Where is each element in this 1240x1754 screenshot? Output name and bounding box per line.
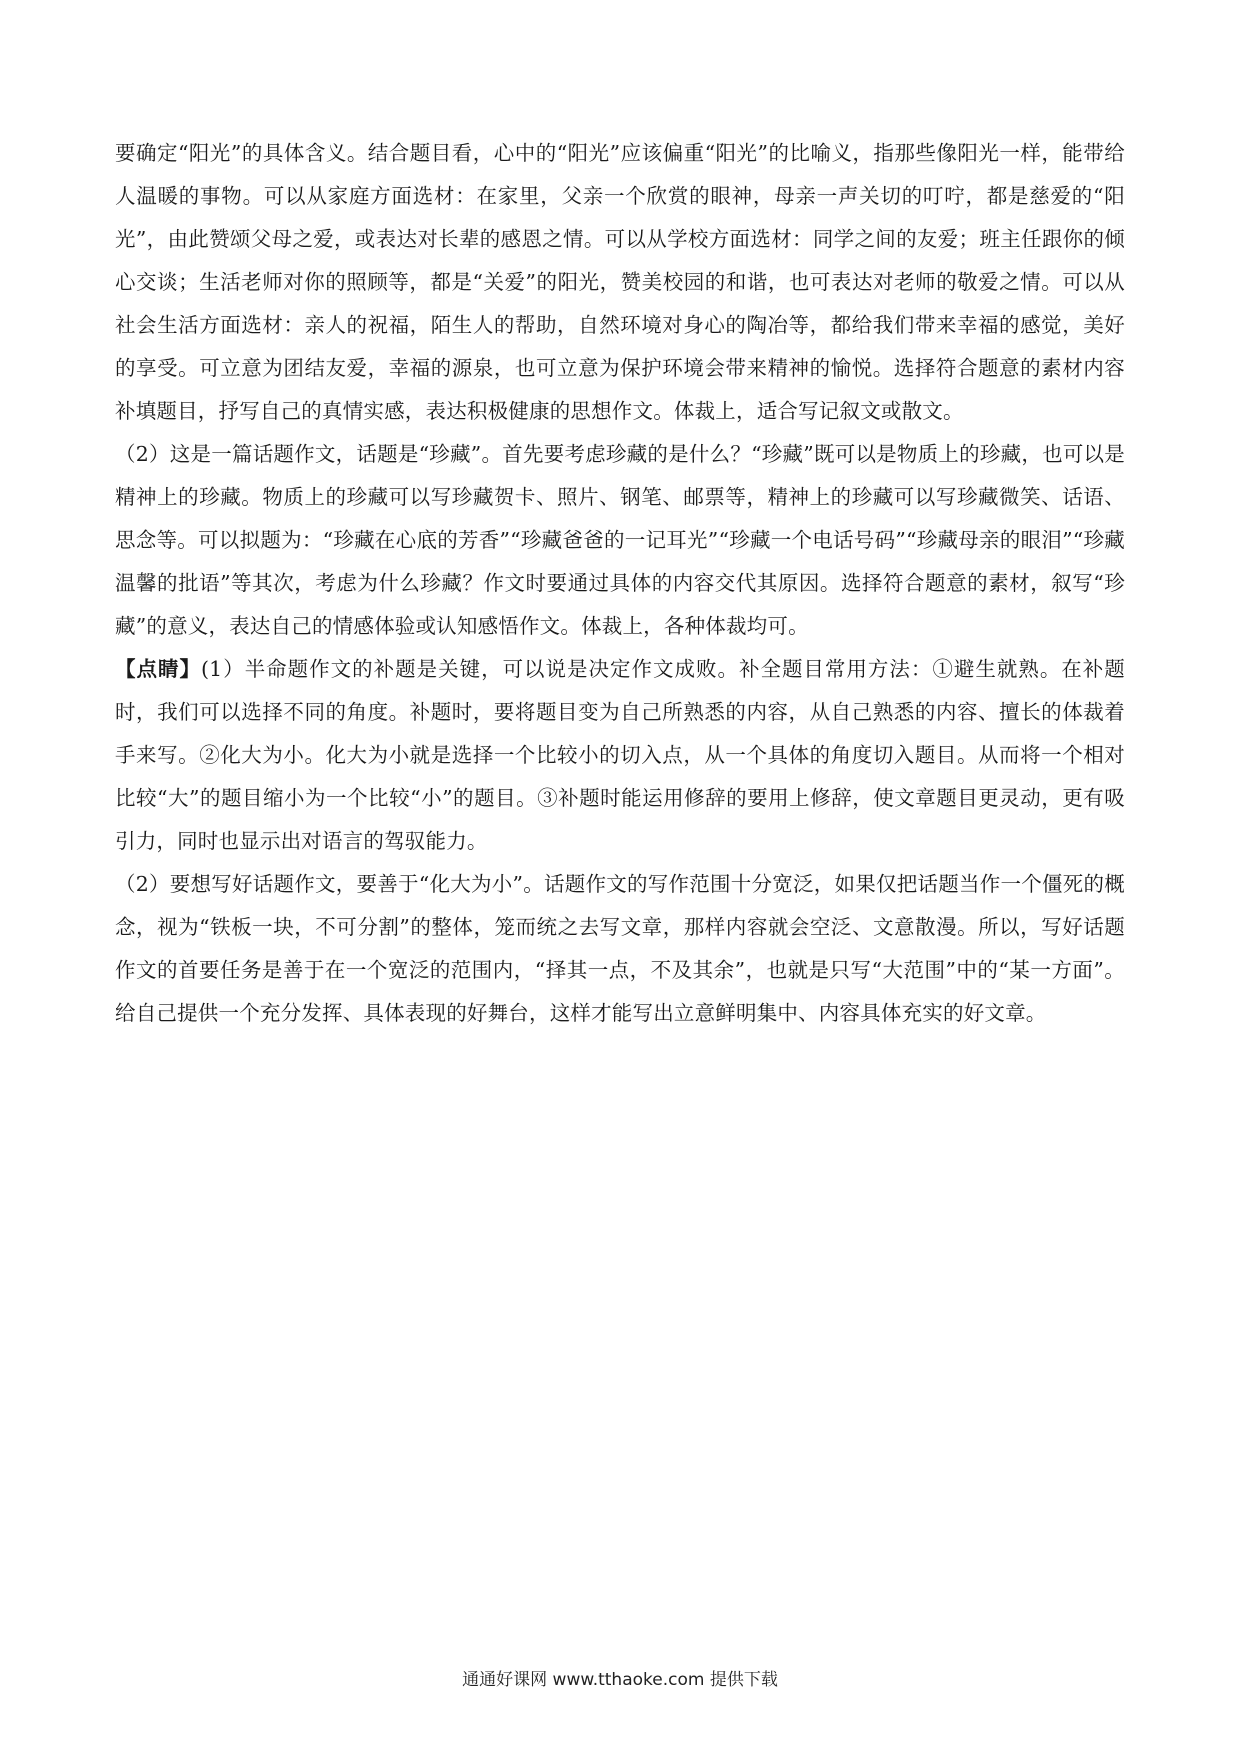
document-body <box>115 132 1125 1035</box>
paragraph-sunshine-analysis: 要确定“阳光”的具体含义。结合题目看，心中的“阳光”应该偏重“阳光”的比喻义，指那些像阳光一样，能带给人温暖的事物。可以从家庭方面选材：在家里，父亲一个欣赏的眼神，母亲一声关切的叮咛，都是慈爱的“阳光”，由此赞颂父母之爱，或表达对长辈的感恩之情。可以从学校方面选材：同学之间的友爱；班主任跟你的倾心交谈；生活老师对你的照顾等，都是“关爱”的阳光，赞美校园的和谐，也可表达对老师的敬爱之情。可以从社会生活方面选材：亲人的祝福，陌生人的帮助，自然环境对身心的陶冶等，都给我们带来幸福的感觉，美好的享受。可立意为团结友爱，幸福的源泉，也可立意为保护环境会带来精神的愉悦。选择符合题意的素材内容补填题目，抒写自己的真情实感，表达积极健康的思想作文。体裁上，适合写记叙文或散文。 <box>115 141 1125 423</box>
key-points-tag: 【点睛】 <box>115 657 201 681</box>
paragraph-topic-writing-tips: （2）要想写好话题作文，要善于“化大为小”。话题作文的写作范围十分宽泛，如果仅把话题当作一个僵死的概念，视为“铁板一块，不可分割”的整体，笼而统之去写文章，那样内容就会空泛、文意散漫。所以，写好话题作文的首要任务是善于在一个宽泛的范围内，“择其一点，不及其余”，也就是只写“大范围”中的“某一方面”。给自己提供一个充分发挥、具体表现的好舞台，这样才能写出立意鲜明集中、内容具体充实的好文章。 <box>115 872 1125 1025</box>
page-footer: 通通好课网 www.tthaoke.com 提供下载 <box>462 1670 778 1690</box>
key-points-text: (1）半命题作文的补题是关键，可以说是决定作文成败。补全题目常用方法：①避生就熟。在补题时，我们可以选择不同的角度。补题时，要将题目变为自己所熟悉的内容，从自己熟悉的内容、擅长的体裁着手来写。②化大为小。化大为小就是选择一个比较小的切入点，从一个具体的角度切入题目。从而将一个相对比较“大”的题目缩小为一个比较“小”的题目。③补题时能运用修辞的要用上修辞，使文章题目更灵动，更有吸引力，同时也显示出对语言的驾驭能力。 <box>115 657 1125 853</box>
paragraph-key-points <box>115 648 1125 863</box>
paragraph-treasure-topic: （2）这是一篇话题作文，话题是“珍藏”。首先要考虑珍藏的是什么？“珍藏”既可以是物质上的珍藏，也可以是精神上的珍藏。物质上的珍藏可以写珍藏贺卡、照片、钢笔、邮票等，精神上的珍藏可以写珍藏微笑、话语、思念等。可以拟题为：“珍藏在心底的芳香”“珍藏爸爸的一记耳光”“珍藏一个电话号码”“珍藏母亲的眼泪”“珍藏温馨的批语”等其次，考虑为什么珍藏？作文时要通过具体的内容交代其原因。选择符合题意的素材，叙写“珍藏”的意义，表达自己的情感体验或认知感悟作文。体裁上，各种体裁均可。 <box>115 442 1125 638</box>
